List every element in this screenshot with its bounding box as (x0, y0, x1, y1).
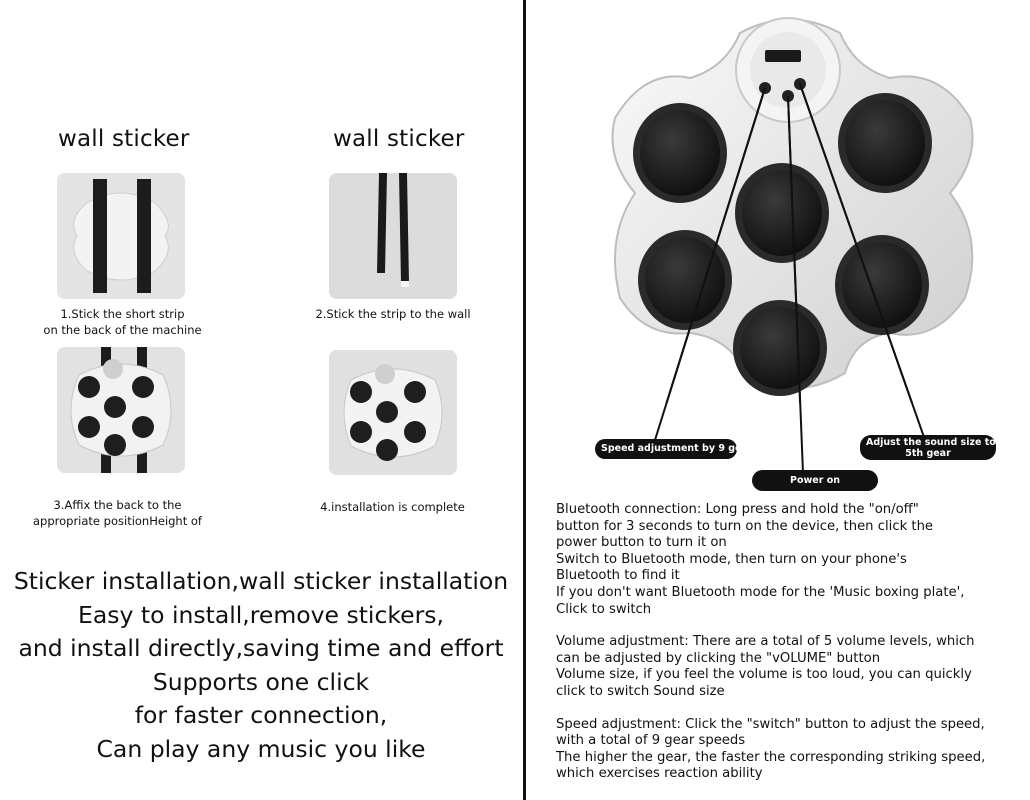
feature-line-2: Easy to install,remove stickers, (78, 600, 444, 629)
vertical-divider (523, 0, 526, 800)
step1-caption-line1: 1.Stick the short strip (60, 307, 185, 321)
step2-caption: 2.Stick the strip to the wall (315, 307, 471, 321)
step1-photo (57, 173, 185, 299)
speed-line-4: which exercises reaction ability (556, 766, 763, 782)
step3-photo (57, 347, 185, 473)
bluetooth-line-3: power button to turn it on (556, 535, 727, 551)
sound-label-line1: Adjust the sound size to (866, 437, 996, 448)
step3-caption-line2: appropriate positionHeight of (33, 514, 202, 528)
installed-device-illustration (329, 350, 457, 475)
step-heading-right: wall sticker (333, 126, 465, 152)
bluetooth-line-5: Bluetooth to find it (556, 568, 680, 584)
sound-adjustment-label (860, 435, 996, 460)
speed-adjustment-label: Speed adjustment by 9 gears (595, 439, 737, 459)
step3-caption (15, 497, 220, 529)
volume-line-3: Volume size, if you feel the volume is too loud, you can quickly (556, 667, 972, 683)
volume-line-1: Volume adjustment: There are a total of 5 volume levels, which (556, 634, 975, 650)
bluetooth-line-1: Bluetooth connection: Long press and hold the "on/off" (556, 502, 919, 517)
step-heading-left: wall sticker (58, 126, 190, 152)
speed-line-3: The higher the gear, the faster the corresponding striking speed, (556, 749, 986, 765)
bluetooth-line-4: Switch to Bluetooth mode, then turn on your phone's (556, 551, 907, 567)
feature-line-3: and install directly,saving time and effort (18, 634, 504, 662)
step1-caption-line2: on the back of the machine (43, 323, 202, 337)
power-on-label: Power on (752, 470, 878, 491)
callout-lines (590, 8, 1020, 488)
wall-strip-illustration (329, 173, 457, 299)
function-description (556, 502, 1026, 783)
volume-line-4: click to switch Sound size (556, 683, 725, 699)
feature-line-4: Supports one click (152, 667, 370, 696)
feature-line-1: Sticker installation,wall sticker installation (13, 567, 509, 595)
speed-line-2: with a total of 9 gear speeds (556, 733, 746, 749)
step2-photo (329, 173, 457, 299)
bluetooth-line-7: Click to switch (556, 601, 652, 617)
sound-label-line2: 5th gear (905, 448, 951, 459)
device-with-strips-illustration (57, 347, 185, 473)
feature-list (0, 565, 522, 766)
bluetooth-line-2: button for 3 seconds to turn on the device, then click the (556, 518, 934, 534)
machine-back-illustration (57, 173, 185, 299)
feature-line-6: Can play any music you like (96, 734, 426, 763)
step3-caption-line1: 3.Affix the back to the (53, 498, 182, 512)
step1-caption (30, 306, 215, 338)
volume-line-2: can be adjusted by clicking the "vOLUME" button (556, 650, 881, 666)
speed-line-1: Speed adjustment: Click the "switch" button to adjust the speed, (556, 716, 985, 732)
step4-photo (329, 350, 457, 475)
feature-line-5: for faster connection, (134, 701, 388, 729)
step4-caption: 4.installation is complete (320, 500, 465, 514)
bluetooth-line-6: If you don't want Bluetooth mode for the 'Music boxing plate', (556, 584, 965, 600)
